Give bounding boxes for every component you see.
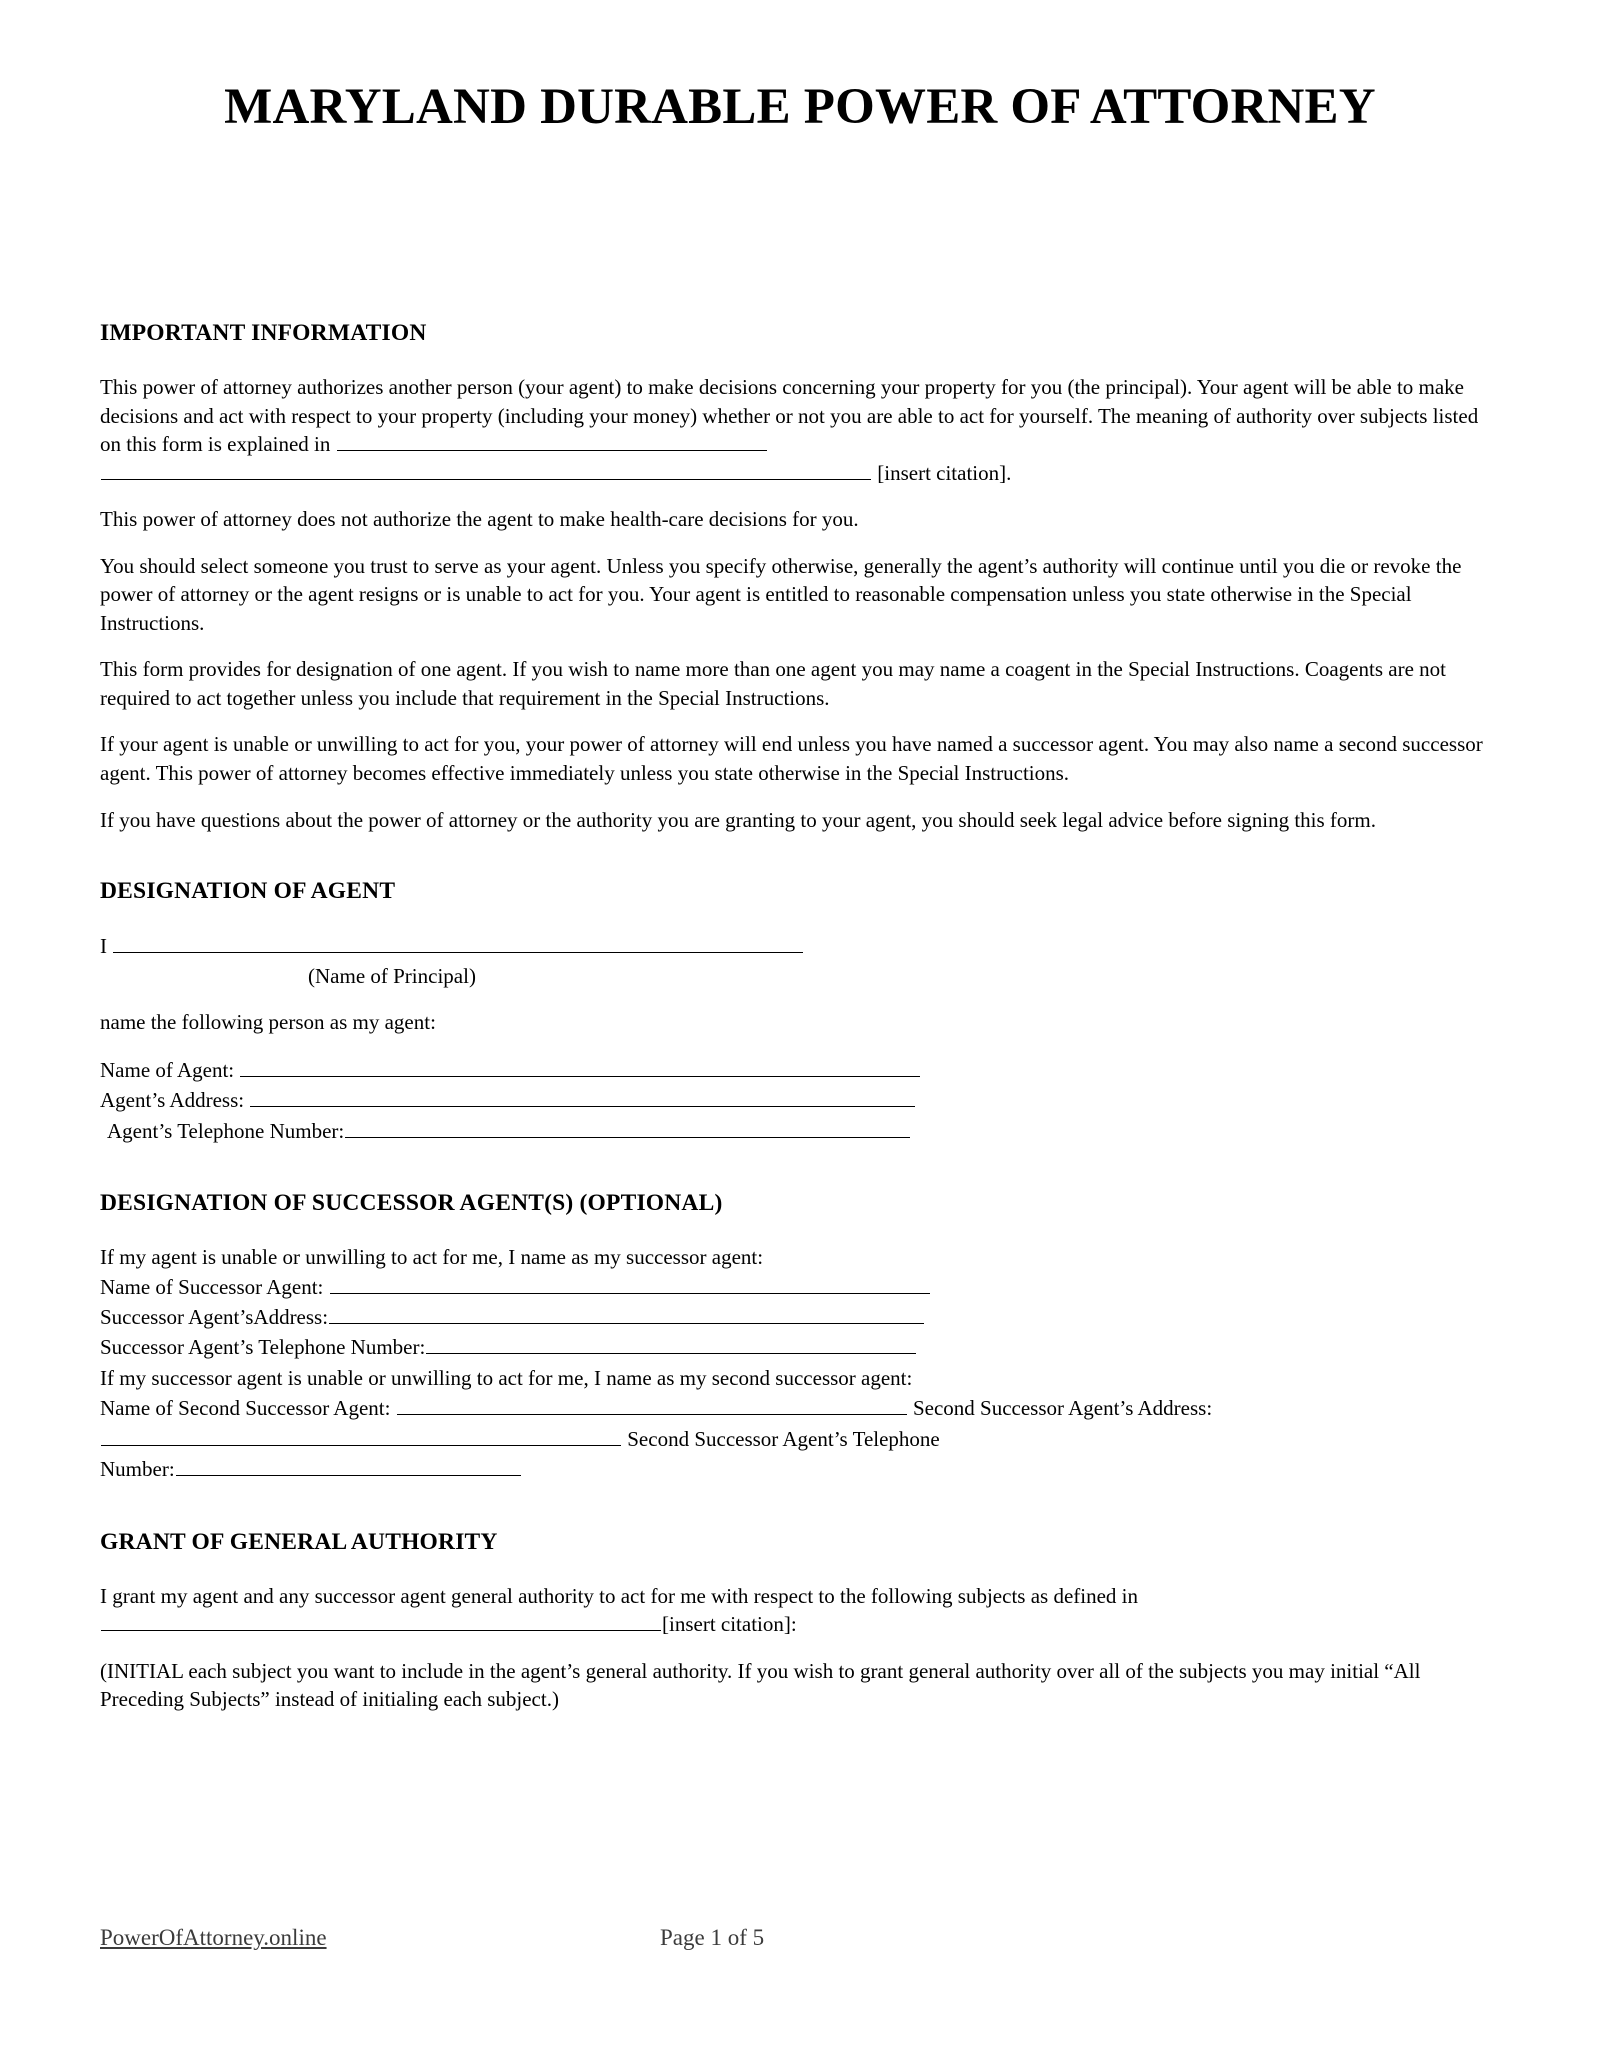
agent-address-row	[100, 1085, 1500, 1115]
section-heading-designation-of-agent: DESIGNATION OF AGENT	[100, 878, 396, 905]
principal-name-input[interactable]	[113, 932, 803, 953]
second-successor-phone-label: Second Successor Agent’s Telephone	[627, 1426, 940, 1451]
important-info-paragraph-4: This form provides for designation of one agent. If you wish to name more than one agent you may name a coagent in the Special Instructions. Coagents are not required to act together unless you include that requirement in the Special Instructions.	[100, 657, 1446, 710]
agent-address-label: Agent’s Address:	[100, 1088, 245, 1113]
agent-name-row	[100, 1055, 1500, 1085]
second-successor-number-label: Number:	[100, 1457, 175, 1482]
page-title: MARYLAND DURABLE POWER OF ATTORNEY	[224, 79, 1376, 135]
document-body	[100, 320, 1500, 1714]
successor-name-row	[100, 1272, 1500, 1302]
agent-name-label: Name of Agent:	[100, 1057, 235, 1082]
successor-phone-label: Successor Agent’s Telephone Number:	[100, 1335, 426, 1360]
grant-authority-paragraph-2: (INITIAL each subject you want to include in the agent’s general authority. If you wish to grant general authority over all of the subjects you may initial “All Preceding Subjects” instead of initialing each subject.)	[100, 1658, 1421, 1712]
second-successor-name-input[interactable]	[397, 1394, 907, 1415]
second-successor-intro-text: If my successor agent is unable or unwilling to act for me, I name as my second successor agent:	[100, 1365, 913, 1390]
second-successor-address-row	[100, 1424, 1500, 1454]
agent-address-input[interactable]	[250, 1086, 915, 1107]
second-successor-name-label: Name of Second Successor Agent:	[100, 1396, 391, 1421]
important-info-paragraph-3: You should select someone you trust to serve as your agent. Unless you specify otherwise, generally the agent’s authority will continue until you die or revoke the power of attorney or the agent resigns or is unable to act for you. Your agent is entitled to reasonable compensation unless you state otherwise in the Special Instructions.	[100, 553, 1462, 635]
grant-authority-citation-label: [insert citation]:	[662, 1612, 797, 1637]
agent-name-input[interactable]	[240, 1056, 920, 1077]
section-heading-important-information: IMPORTANT INFORMATION	[100, 320, 427, 346]
successor-address-row	[100, 1302, 1500, 1332]
important-info-paragraph-1-text-a: This power of attorney authorizes another person (your agent) to make decisions concerning your property for you (the principal). Your agent will be able to make decisions and act with respect to your property (including your money) whether or not you are able to act for yourself. The meaning of authority over subjects listed on this form is explained in	[100, 375, 1479, 457]
name-following-agent-text: name the following person as my agent:	[100, 1010, 436, 1035]
important-info-paragraph-6: If you have questions about the power of attorney or the authority you are granting to your agent, you should seek legal advice before signing this form.	[100, 807, 1376, 832]
section-heading-successor-agents: DESIGNATION OF SUCCESSOR AGENT(S) (OPTIONAL)	[100, 1189, 723, 1216]
agent-phone-label: Agent’s Telephone Number:	[107, 1118, 345, 1143]
important-info-paragraph-5: If your agent is unable or unwilling to act for you, your power of attorney will end unless you have named a successor agent. You may also name a second successor agent. This power of attorney becomes effective immediately unless you state otherwise in the Special Instructions.	[100, 732, 1483, 786]
citation-blank-line-1	[337, 430, 767, 451]
successor-phone-input[interactable]	[426, 1333, 916, 1354]
agent-phone-row	[100, 1116, 1500, 1146]
second-successor-number-row	[100, 1454, 1500, 1484]
second-successor-address-input[interactable]	[101, 1425, 621, 1446]
successor-name-label: Name of Successor Agent:	[100, 1274, 324, 1299]
principal-name-field-row	[100, 931, 1500, 961]
grant-authority-paragraph-1	[100, 1582, 1500, 1639]
footer-site-link[interactable]: PowerOfAttorney.online	[100, 1925, 327, 1950]
successor-name-input[interactable]	[330, 1273, 930, 1294]
successor-address-label: Successor Agent’sAddress:	[100, 1304, 329, 1329]
grant-authority-paragraph-1-text: I grant my agent and any successor agent general authority to act for me with respect to the following subjects as defined in	[100, 1583, 1139, 1608]
principal-name-caption: (Name of Principal)	[308, 963, 476, 988]
footer-page-number: Page 1 of 5	[660, 1925, 765, 1950]
agent-phone-input[interactable]	[345, 1117, 910, 1138]
important-info-paragraph-1	[100, 373, 1500, 487]
second-successor-name-row	[100, 1393, 1500, 1423]
important-info-paragraph-1-text-b: [insert citation].	[877, 460, 1012, 485]
citation-blank-line-2	[101, 459, 871, 480]
second-successor-number-input[interactable]	[176, 1455, 521, 1476]
second-successor-address-label: Second Successor Agent’s Address:	[912, 1396, 1213, 1421]
successor-address-input[interactable]	[329, 1303, 924, 1324]
principal-prefix-label: I	[100, 934, 107, 959]
grant-authority-citation-input[interactable]	[101, 1610, 661, 1631]
important-info-paragraph-2: This power of attorney does not authorize the agent to make health-care decisions for you.	[100, 507, 859, 532]
successor-phone-row	[100, 1332, 1500, 1362]
successor-intro-text: If my agent is unable or unwilling to act for me, I name as my successor agent:	[100, 1244, 764, 1269]
section-heading-grant-of-general-authority: GRANT OF GENERAL AUTHORITY	[100, 1528, 498, 1555]
